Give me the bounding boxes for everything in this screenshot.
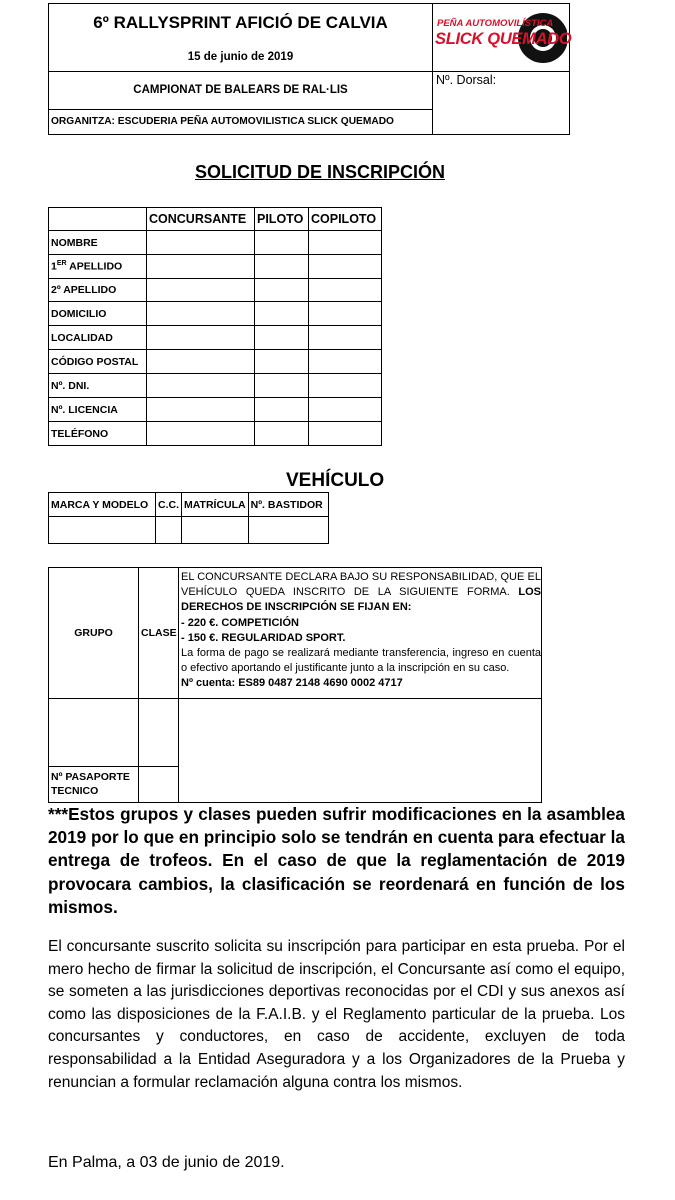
passport-input[interactable] [139, 767, 178, 802]
input-cell[interactable] [255, 398, 309, 422]
notice-text: ***Estos grupos y clases pueden sufrir modificaciones en la asamblea 2019 por lo que en principio solo se tendrán en cuenta para efectuar la entrega de trofeos. En el caso de que la reglamentación de 2019 provocara cambios, la clasificación se reordenará en función de los mismos. [48, 804, 625, 917]
input-cell[interactable] [309, 374, 382, 398]
input-cell[interactable] [147, 255, 255, 279]
input-cell[interactable] [147, 326, 255, 350]
declaration-text: EL CONCURSANTE DECLARA BAJO SU RESPONSABILIDAD, QUE EL VEHÍCULO QUEDA INSCRITO DE LA SIGUIENTE FORMA. LOS DERECHOS DE INSCRIPCIÓN SE FIJAN EN: - 220 €. COMPETICIÓN - 150 €. REGULARIDAD SPORT. La forma de pago se realizará mediante transferencia, ingreso en cuenta o efectivo aportando el justificante junto a la inscripción en su caso. Nº cuenta: ES89 0487 2148 4690 0002 4717 [181, 571, 541, 690]
column-header: Nº. BASTIDOR [248, 493, 328, 517]
form-title: SOLICITUD DE INSCRIPCIÓN [195, 162, 446, 182]
logo-name: SLICK QUEMADO [435, 30, 572, 48]
input-cell[interactable] [309, 422, 382, 446]
passport-label: Nº PASAPORTE TECNICO [51, 771, 130, 797]
class-input[interactable] [138, 699, 178, 766]
row-label: 1ER APELLIDO [49, 255, 147, 279]
input-cell[interactable] [248, 517, 328, 544]
input-cell[interactable] [309, 398, 382, 422]
row-label: Nº. LICENCIA [49, 398, 147, 422]
input-cell[interactable] [182, 517, 249, 544]
input-cell[interactable] [49, 517, 156, 544]
place-date: En Palma, a 03 de junio de 2019. [48, 1154, 285, 1171]
logo-subtitle: PEÑA AUTOMOVILÍSTICA [437, 18, 554, 29]
bank-account: Nº cuenta: ES89 0487 2148 4690 0002 4717 [181, 677, 403, 690]
row-label: TELÉFONO [49, 422, 147, 446]
column-header: COPILOTO [309, 208, 382, 231]
column-header: CONCURSANTE [147, 208, 255, 231]
input-cell[interactable] [255, 326, 309, 350]
corner-cell [49, 208, 147, 231]
input-cell[interactable] [147, 374, 255, 398]
championship-name: CAMPIONAT DE BALEARS DE RAL·LIS [133, 84, 348, 96]
input-cell[interactable] [255, 302, 309, 326]
organizer-line: ORGANITZA: ESCUDERIA PEÑA AUTOMOVILISTICA SLICK QUEMADO [51, 116, 394, 127]
row-label: DOMICILIO [49, 302, 147, 326]
input-cell[interactable] [147, 231, 255, 255]
input-cell[interactable] [147, 350, 255, 374]
input-cell[interactable] [147, 422, 255, 446]
row-label: LOCALIDAD [49, 326, 147, 350]
input-cell[interactable] [309, 302, 382, 326]
legal-text: El concursante suscrito solicita su inscripción para participar en esta prueba. Por el mero hecho de firmar la solicitud de inscripción, el Concursante así como el equipo, se someten a las jurisdicciones deportivas reconocidas por el CDI y sus anexos así como las disposiciones de la F.A.I.B. y el Reglamento particular de la prueba. Los concursantes y conductores, en caso de accidente, excluyen de toda responsabilidad a la Entidad Aseguradora y a los Organizadores de la Prueba y renuncian a formular reclamación alguna contra los mismos. [48, 938, 625, 1091]
input-cell[interactable] [255, 350, 309, 374]
group-label: GRUPO [74, 627, 113, 639]
event-date: 15 de junio de 2019 [187, 51, 294, 63]
input-cell[interactable] [147, 279, 255, 302]
input-cell[interactable] [156, 517, 182, 544]
input-cell[interactable] [255, 279, 309, 302]
row-label: CÓDIGO POSTAL [49, 350, 147, 374]
input-cell[interactable] [309, 255, 382, 279]
input-cell[interactable] [255, 231, 309, 255]
column-header: MATRÍCULA [182, 493, 249, 517]
input-cell[interactable] [309, 350, 382, 374]
group-input[interactable] [49, 699, 138, 766]
vehicle-table [48, 492, 329, 544]
input-cell[interactable] [309, 279, 382, 302]
column-header: C.C. [156, 493, 182, 517]
club-logo [435, 8, 572, 66]
row-label: 2º APELLIDO [49, 279, 147, 302]
input-cell[interactable] [255, 374, 309, 398]
group-box [48, 567, 542, 803]
event-title: 6º RALLYSPRINT AFICIÓ DE CALVIA [93, 13, 388, 32]
input-cell[interactable] [255, 255, 309, 279]
input-cell[interactable] [309, 326, 382, 350]
column-header: MARCA Y MODELO [49, 493, 156, 517]
input-cell[interactable] [147, 302, 255, 326]
class-label: CLASE [141, 627, 177, 639]
participants-table [48, 207, 382, 446]
input-cell[interactable] [255, 422, 309, 446]
row-label: NOMBRE [49, 231, 147, 255]
dorsal-label: Nº. Dorsal: [436, 73, 497, 87]
header-box [48, 3, 570, 135]
row-label: Nº. DNI. [49, 374, 147, 398]
input-cell[interactable] [147, 398, 255, 422]
vehicle-title: VEHÍCULO [286, 470, 385, 491]
column-header: PILOTO [255, 208, 309, 231]
input-cell[interactable] [309, 231, 382, 255]
